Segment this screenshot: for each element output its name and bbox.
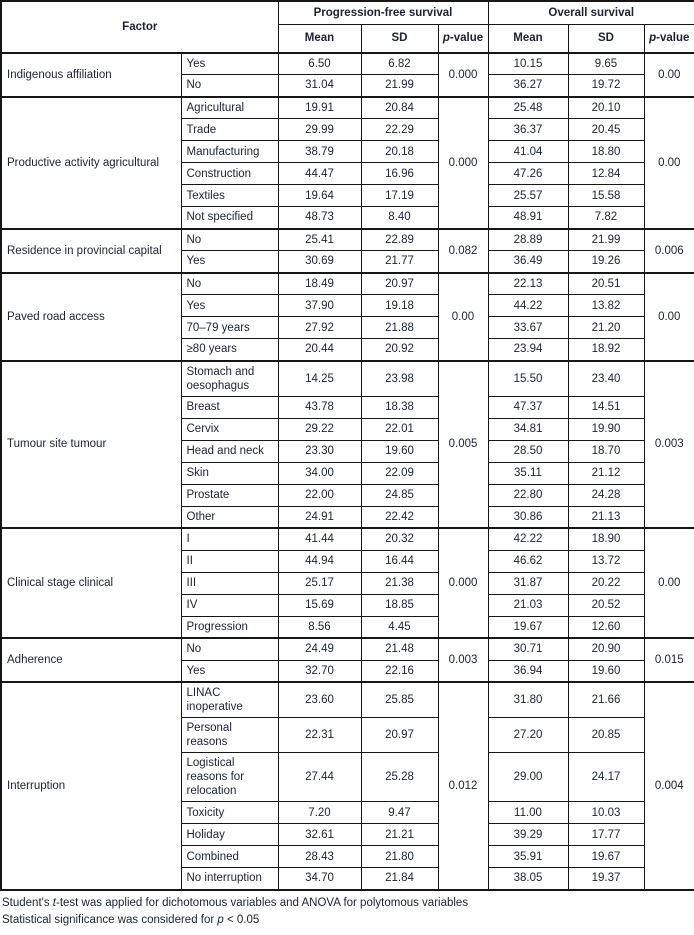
pfs-sd-cell: 19.18 bbox=[361, 295, 438, 317]
level-cell: Stomach and oesophagus bbox=[181, 361, 278, 397]
os-mean-cell: 28.89 bbox=[488, 229, 568, 251]
os-p-value-cell: 0.003 bbox=[644, 361, 694, 529]
pfs-mean-cell: 44.94 bbox=[278, 550, 361, 572]
level-cell: Holiday bbox=[181, 824, 278, 846]
table-row bbox=[1, 229, 694, 251]
os-p-value-cell: 0.006 bbox=[644, 229, 694, 273]
pfs-mean-cell: 15.69 bbox=[278, 594, 361, 616]
pfs-mean-cell: 30.69 bbox=[278, 251, 361, 273]
level-cell: IV bbox=[181, 594, 278, 616]
pfs-mean-cell: 31.04 bbox=[278, 75, 361, 97]
pfs-sd-cell: 25.28 bbox=[361, 753, 438, 802]
factor-name-cell: Clinical stage clinical bbox=[1, 528, 181, 638]
pfs-mean-cell: 8.56 bbox=[278, 616, 361, 638]
pfs-mean-cell: 27.92 bbox=[278, 317, 361, 339]
os-mean-cell: 42.22 bbox=[488, 528, 568, 550]
os-mean-cell: 21.03 bbox=[488, 594, 568, 616]
os-mean-cell: 39.29 bbox=[488, 824, 568, 846]
os-p-value-header: p-value bbox=[644, 24, 694, 53]
level-cell: Cervix bbox=[181, 418, 278, 440]
pfs-mean-cell: 22.31 bbox=[278, 718, 361, 753]
os-sd-cell: 21.20 bbox=[568, 317, 644, 339]
pfs-sd-header: SD bbox=[361, 24, 438, 53]
os-mean-cell: 30.71 bbox=[488, 638, 568, 660]
os-sd-cell: 19.72 bbox=[568, 75, 644, 97]
level-cell: Textiles bbox=[181, 185, 278, 207]
pfs-mean-header: Mean bbox=[278, 24, 361, 53]
os-sd-cell: 21.99 bbox=[568, 229, 644, 251]
overall-survival-header: Overall survival bbox=[488, 1, 694, 24]
level-cell: I bbox=[181, 528, 278, 550]
table-row bbox=[1, 638, 694, 660]
pfs-sd-cell: 21.38 bbox=[361, 572, 438, 594]
level-cell: Yes bbox=[181, 660, 278, 682]
os-sd-cell: 18.92 bbox=[568, 339, 644, 361]
level-cell: Combined bbox=[181, 846, 278, 868]
pfs-sd-cell: 6.82 bbox=[361, 53, 438, 75]
progression-free-survival-header: Progression-free survival bbox=[278, 1, 488, 24]
pfs-sd-cell: 19.60 bbox=[361, 440, 438, 462]
pfs-sd-cell: 20.97 bbox=[361, 273, 438, 295]
os-mean-cell: 44.22 bbox=[488, 295, 568, 317]
os-mean-cell: 47.26 bbox=[488, 163, 568, 185]
pfs-mean-cell: 6.50 bbox=[278, 53, 361, 75]
os-sd-cell: 21.66 bbox=[568, 682, 644, 718]
pfs-sd-cell: 21.80 bbox=[361, 846, 438, 868]
pfs-p-value-cell: 0.005 bbox=[438, 361, 488, 529]
os-mean-cell: 30.86 bbox=[488, 506, 568, 528]
pfs-sd-cell: 21.48 bbox=[361, 638, 438, 660]
os-mean-cell: 27.20 bbox=[488, 718, 568, 753]
os-mean-cell: 28.50 bbox=[488, 440, 568, 462]
os-sd-cell: 12.60 bbox=[568, 616, 644, 638]
pfs-p-value-cell: 0.082 bbox=[438, 229, 488, 273]
os-mean-cell: 19.67 bbox=[488, 616, 568, 638]
pfs-sd-cell: 18.38 bbox=[361, 396, 438, 418]
level-cell: ≥80 years bbox=[181, 339, 278, 361]
os-sd-cell: 20.10 bbox=[568, 97, 644, 119]
os-sd-cell: 10.03 bbox=[568, 802, 644, 824]
pfs-mean-cell: 29.22 bbox=[278, 418, 361, 440]
pfs-sd-cell: 22.89 bbox=[361, 229, 438, 251]
pfs-sd-cell: 16.44 bbox=[361, 550, 438, 572]
level-cell: No interruption bbox=[181, 868, 278, 890]
os-p-value-cell: 0.004 bbox=[644, 682, 694, 890]
os-sd-cell: 19.26 bbox=[568, 251, 644, 273]
table-row bbox=[1, 53, 694, 75]
pfs-sd-cell: 22.16 bbox=[361, 660, 438, 682]
pfs-mean-cell: 32.61 bbox=[278, 824, 361, 846]
table-row bbox=[1, 528, 694, 550]
pfs-p-value-cell: 0.00 bbox=[438, 273, 488, 361]
pfs-mean-cell: 25.17 bbox=[278, 572, 361, 594]
footnote-significance: Statistical significance was considered for p < 0.05 bbox=[2, 913, 260, 926]
level-cell: Progression bbox=[181, 616, 278, 638]
table-row bbox=[1, 361, 694, 397]
os-sd-header: SD bbox=[568, 24, 644, 53]
pfs-mean-cell: 34.00 bbox=[278, 462, 361, 484]
os-mean-cell: 36.27 bbox=[488, 75, 568, 97]
table-header bbox=[1, 1, 694, 53]
pfs-sd-cell: 23.98 bbox=[361, 361, 438, 397]
pfs-mean-cell: 23.30 bbox=[278, 440, 361, 462]
os-mean-cell: 31.87 bbox=[488, 572, 568, 594]
os-sd-cell: 12.84 bbox=[568, 163, 644, 185]
os-sd-cell: 14.51 bbox=[568, 396, 644, 418]
pfs-sd-cell: 21.21 bbox=[361, 824, 438, 846]
level-cell: Agricultural bbox=[181, 97, 278, 119]
level-cell: Trade bbox=[181, 119, 278, 141]
level-cell: Prostate bbox=[181, 484, 278, 506]
pfs-p-value-cell: 0.012 bbox=[438, 682, 488, 890]
level-cell: II bbox=[181, 550, 278, 572]
pfs-mean-cell: 7.20 bbox=[278, 802, 361, 824]
os-sd-cell: 15.58 bbox=[568, 185, 644, 207]
os-sd-cell: 21.13 bbox=[568, 506, 644, 528]
factor-name-cell: Interruption bbox=[1, 682, 181, 890]
footnote-test-methods: Student's t-test was applied for dichotomous variables and ANOVA for polytomous variables bbox=[2, 896, 469, 909]
factor-name-cell: Indigenous affiliation bbox=[1, 53, 181, 97]
os-mean-cell: 46.62 bbox=[488, 550, 568, 572]
os-sd-cell: 24.17 bbox=[568, 753, 644, 802]
level-cell: III bbox=[181, 572, 278, 594]
level-cell: Head and neck bbox=[181, 440, 278, 462]
pfs-mean-cell: 24.49 bbox=[278, 638, 361, 660]
os-mean-cell: 23.94 bbox=[488, 339, 568, 361]
level-cell: No bbox=[181, 638, 278, 660]
pfs-sd-cell: 21.77 bbox=[361, 251, 438, 273]
level-cell: No bbox=[181, 75, 278, 97]
os-sd-cell: 9.65 bbox=[568, 53, 644, 75]
pfs-sd-cell: 21.88 bbox=[361, 317, 438, 339]
pfs-p-value-cell: 0.000 bbox=[438, 97, 488, 229]
pfs-mean-cell: 34.70 bbox=[278, 868, 361, 890]
level-cell: Other bbox=[181, 506, 278, 528]
pfs-sd-cell: 8.40 bbox=[361, 207, 438, 229]
os-p-value-cell: 0.00 bbox=[644, 528, 694, 638]
pfs-mean-cell: 20.44 bbox=[278, 339, 361, 361]
pfs-sd-cell: 20.18 bbox=[361, 141, 438, 163]
os-mean-cell: 33.67 bbox=[488, 317, 568, 339]
table-row bbox=[1, 273, 694, 295]
pfs-sd-cell: 24.85 bbox=[361, 484, 438, 506]
level-cell: Breast bbox=[181, 396, 278, 418]
os-mean-cell: 35.11 bbox=[488, 462, 568, 484]
os-mean-cell: 47.37 bbox=[488, 396, 568, 418]
factor-name-cell: Adherence bbox=[1, 638, 181, 682]
factor-column-header: Factor bbox=[1, 1, 278, 53]
os-sd-cell: 13.82 bbox=[568, 295, 644, 317]
os-sd-cell: 20.90 bbox=[568, 638, 644, 660]
os-sd-cell: 20.85 bbox=[568, 718, 644, 753]
os-mean-cell: 10.15 bbox=[488, 53, 568, 75]
factor-name-cell: Residence in provincial capital bbox=[1, 229, 181, 273]
pfs-mean-cell: 37.90 bbox=[278, 295, 361, 317]
os-p-value-cell: 0.015 bbox=[644, 638, 694, 682]
os-mean-cell: 36.49 bbox=[488, 251, 568, 273]
pfs-sd-cell: 17.19 bbox=[361, 185, 438, 207]
os-sd-cell: 7.82 bbox=[568, 207, 644, 229]
os-p-value-cell: 0.00 bbox=[644, 53, 694, 97]
os-sd-cell: 20.52 bbox=[568, 594, 644, 616]
level-cell: Yes bbox=[181, 295, 278, 317]
os-sd-cell: 21.12 bbox=[568, 462, 644, 484]
pfs-sd-cell: 18.85 bbox=[361, 594, 438, 616]
os-mean-cell: 25.57 bbox=[488, 185, 568, 207]
level-cell: No bbox=[181, 273, 278, 295]
pfs-sd-cell: 16.96 bbox=[361, 163, 438, 185]
os-mean-cell: 11.00 bbox=[488, 802, 568, 824]
table-row bbox=[1, 682, 694, 718]
pfs-mean-cell: 18.49 bbox=[278, 273, 361, 295]
pfs-mean-cell: 14.25 bbox=[278, 361, 361, 397]
os-sd-cell: 20.45 bbox=[568, 119, 644, 141]
os-mean-header: Mean bbox=[488, 24, 568, 53]
os-p-value-cell: 0.00 bbox=[644, 273, 694, 361]
level-cell: Toxicity bbox=[181, 802, 278, 824]
pfs-mean-cell: 23.60 bbox=[278, 682, 361, 718]
os-mean-cell: 22.13 bbox=[488, 273, 568, 295]
table-body bbox=[1, 53, 694, 890]
pfs-sd-cell: 22.29 bbox=[361, 119, 438, 141]
level-cell: Yes bbox=[181, 53, 278, 75]
level-cell: Personal reasons bbox=[181, 718, 278, 753]
os-mean-cell: 25.48 bbox=[488, 97, 568, 119]
pfs-mean-cell: 41.44 bbox=[278, 528, 361, 550]
os-sd-cell: 17.77 bbox=[568, 824, 644, 846]
os-mean-cell: 29.00 bbox=[488, 753, 568, 802]
pfs-sd-cell: 4.45 bbox=[361, 616, 438, 638]
pfs-p-value-cell: 0.000 bbox=[438, 528, 488, 638]
os-mean-cell: 22.80 bbox=[488, 484, 568, 506]
pfs-mean-cell: 32.70 bbox=[278, 660, 361, 682]
pfs-mean-cell: 19.91 bbox=[278, 97, 361, 119]
factor-name-cell: Tumour site tumour bbox=[1, 361, 181, 529]
pfs-p-value-cell: 0.003 bbox=[438, 638, 488, 682]
pfs-sd-cell: 20.97 bbox=[361, 718, 438, 753]
level-cell: Yes bbox=[181, 251, 278, 273]
pfs-mean-cell: 48.73 bbox=[278, 207, 361, 229]
pfs-sd-cell: 25.85 bbox=[361, 682, 438, 718]
os-mean-cell: 41.04 bbox=[488, 141, 568, 163]
pfs-mean-cell: 29.99 bbox=[278, 119, 361, 141]
level-cell: Manufacturing bbox=[181, 141, 278, 163]
level-cell: LINAC inoperative bbox=[181, 682, 278, 718]
os-mean-cell: 15.50 bbox=[488, 361, 568, 397]
os-p-value-cell: 0.00 bbox=[644, 97, 694, 229]
level-cell: Logistical reasons for relocation bbox=[181, 753, 278, 802]
os-sd-cell: 18.90 bbox=[568, 528, 644, 550]
os-mean-cell: 38.05 bbox=[488, 868, 568, 890]
pfs-mean-cell: 38.79 bbox=[278, 141, 361, 163]
pfs-p-value-header: p-value bbox=[438, 24, 488, 53]
factor-name-cell: Paved road access bbox=[1, 273, 181, 361]
table-row bbox=[1, 97, 694, 119]
pfs-mean-cell: 25.41 bbox=[278, 229, 361, 251]
os-sd-cell: 24.28 bbox=[568, 484, 644, 506]
os-sd-cell: 20.51 bbox=[568, 273, 644, 295]
os-mean-cell: 34.81 bbox=[488, 418, 568, 440]
pfs-sd-cell: 20.84 bbox=[361, 97, 438, 119]
factor-name-cell: Productive activity agricultural bbox=[1, 97, 181, 229]
os-sd-cell: 20.22 bbox=[568, 572, 644, 594]
pfs-sd-cell: 22.42 bbox=[361, 506, 438, 528]
pfs-sd-cell: 21.84 bbox=[361, 868, 438, 890]
pfs-mean-cell: 28.43 bbox=[278, 846, 361, 868]
pfs-mean-cell: 19.64 bbox=[278, 185, 361, 207]
os-mean-cell: 31.80 bbox=[488, 682, 568, 718]
os-sd-cell: 13.72 bbox=[568, 550, 644, 572]
pfs-mean-cell: 27.44 bbox=[278, 753, 361, 802]
pfs-sd-cell: 20.92 bbox=[361, 339, 438, 361]
pfs-mean-cell: 44.47 bbox=[278, 163, 361, 185]
level-cell: Not specified bbox=[181, 207, 278, 229]
os-sd-cell: 19.37 bbox=[568, 868, 644, 890]
pfs-sd-cell: 9.47 bbox=[361, 802, 438, 824]
level-cell: 70–79 years bbox=[181, 317, 278, 339]
footnotes bbox=[0, 891, 694, 929]
level-cell: No bbox=[181, 229, 278, 251]
pfs-mean-cell: 43.78 bbox=[278, 396, 361, 418]
pfs-mean-cell: 24.91 bbox=[278, 506, 361, 528]
os-sd-cell: 23.40 bbox=[568, 361, 644, 397]
os-mean-cell: 48.91 bbox=[488, 207, 568, 229]
os-mean-cell: 36.37 bbox=[488, 119, 568, 141]
pfs-sd-cell: 22.01 bbox=[361, 418, 438, 440]
os-sd-cell: 19.60 bbox=[568, 660, 644, 682]
pfs-sd-cell: 22.09 bbox=[361, 462, 438, 484]
os-sd-cell: 18.70 bbox=[568, 440, 644, 462]
pfs-sd-cell: 21.99 bbox=[361, 75, 438, 97]
level-cell: Skin bbox=[181, 462, 278, 484]
os-mean-cell: 36.94 bbox=[488, 660, 568, 682]
pfs-mean-cell: 22.00 bbox=[278, 484, 361, 506]
os-sd-cell: 19.67 bbox=[568, 846, 644, 868]
pfs-sd-cell: 20.32 bbox=[361, 528, 438, 550]
os-sd-cell: 18.80 bbox=[568, 141, 644, 163]
os-mean-cell: 35.91 bbox=[488, 846, 568, 868]
pfs-p-value-cell: 0.000 bbox=[438, 53, 488, 97]
level-cell: Construction bbox=[181, 163, 278, 185]
os-sd-cell: 19.90 bbox=[568, 418, 644, 440]
